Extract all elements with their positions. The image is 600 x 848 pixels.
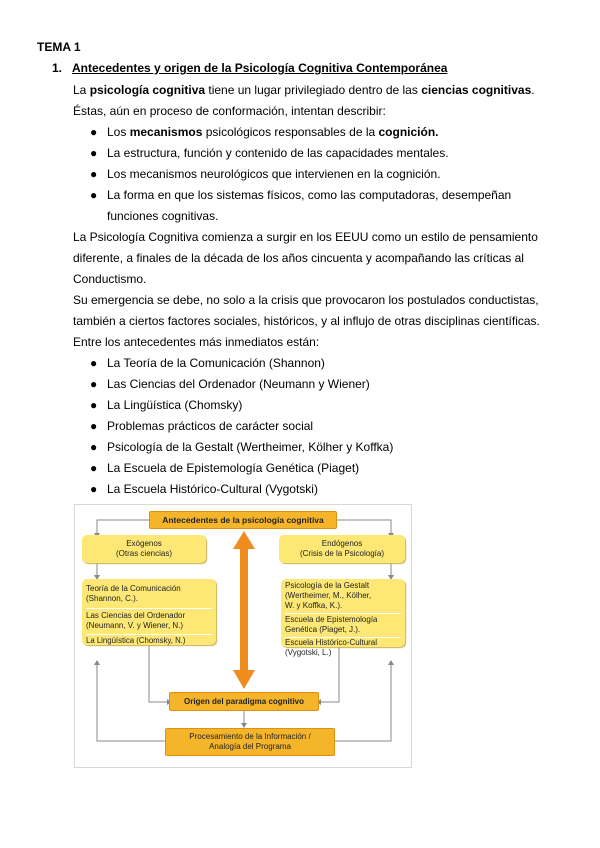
intro-line-2: Éstas, aún en proceso de conformación, intentan describir: <box>73 104 386 118</box>
exogenous-box: Exógenos (Otras ciencias) <box>82 535 206 563</box>
paragraph-line: también a ciertos factores sociales, históricos, y al influjo de otras disciplinas científicas. <box>73 314 540 328</box>
arrowhead <box>94 660 100 665</box>
endogenous-box: Endógenos (Crisis de la Psicología) <box>279 535 405 563</box>
antecedents-box: Antecedentes de la psicología cognitiva <box>149 511 337 529</box>
bullet-icon: ● <box>90 167 98 181</box>
list-entry: Escuela Histórico-Cultural (Vygotski, L.) <box>285 638 378 657</box>
bullet-icon: ● <box>90 125 98 139</box>
bullet-icon: ● <box>90 482 98 496</box>
bullet-icon: ● <box>90 461 98 475</box>
origin-box: Origen del paradigma cognitivo <box>169 692 319 711</box>
divider <box>86 634 212 635</box>
connector-line <box>97 520 149 535</box>
intro-line-1: La psicología cognitiva tiene un lugar privilegiado dentro de las ciencias cognitivas. <box>73 83 535 97</box>
section-title: Antecedentes y origen de la Psicología Cognitiva Contemporánea <box>72 61 448 75</box>
bullet-icon: ● <box>90 398 98 412</box>
list-entry: Teoría de la Comunicación (Shannon, C.). <box>86 584 181 603</box>
document-page: TEMA 1 1. Antecedentes y origen de la Psicología Cognitiva Contemporánea La psicología cognitiva tiene un lugar privilegiado dentro de las ciencias cognitivas. Éstas, aún en proceso de conformación, intentan describir: ● Los mecanismos psicológicos responsables de la cognición. ● La estructura, función y contenido de las capacidades mentales. ● Los mecanismos neurológicos que intervienen en la cognición. ● La forma en que los sistemas físicos, como las computadoras, desempeñan funciones cognitivas. La Psicología Cognitiva comienza a surgir en los EEUU como un estilo de pensamiento diferente, a finales de la década de los años cincuenta y acompañando las críticas al Conductismo. Su emergencia se debe, no solo a la crisis que provocaron los postulados conductistas, también a ciertos factores sociales, históricos, y al influjo de otras disciplinas científicas. Entre los antecedentes más inmediatos están: ● La Teoría de la Comunicación (Shannon) ● Las Ciencias del Ordenador (Neumann y Wiener) ● La Lingüística (Chomsky) ● Problemas prácticos de carácter social ● Psicología de la Gestalt (Wertheimer, Kölher y Koffka) ● La Escuela de Epistemología Genética (Piaget) ● La Escuela Histórico-Cultural (Vygotski) Antecedentes de la psicología cognitiva Exógenos (Otras ciencias) Endógenos (Crisis de la Psicología) Teoría de la Comunicación (Shannon, C.). Las Ciencias del Ordenador (Neumann, V. y Wiener, N.) La Lingüística (Chomsky, N.) Psicología de la Gestalt (Wertheimer, M., Kölher, W. y Koffka, K.). Escuela de Epistemología Genética (Piaget, J.). Escuela Histórico-Cultural (Vygotski, L.) Origen del paradigma cognitivo Procesamiento de la Información / Analogía del Programa <box>0 0 600 848</box>
connector-line <box>335 663 391 741</box>
paragraph-line: La Psicología Cognitiva comienza a surgir en los EEUU como un estilo de pensamiento <box>73 230 538 244</box>
double-arrow-icon <box>233 531 255 689</box>
bullet-icon: ● <box>90 188 98 202</box>
section-heading <box>52 61 447 75</box>
list-entry: Escuela de Epistemología Genética (Piaget, J.). <box>285 615 378 634</box>
paragraph-line: Conductismo. <box>73 272 147 286</box>
bullet-icon: ● <box>90 146 98 160</box>
bullet-icon: ● <box>90 356 98 370</box>
bullet-icon: ● <box>90 419 98 433</box>
paragraph-line: Su emergencia se debe, no solo a la crisis que provocaron los postulados conductistas, <box>73 293 539 307</box>
list-entry: Las Ciencias del Ordenador (Neumann, V. y Wiener, N.) <box>86 611 186 630</box>
concept-diagram <box>74 504 412 768</box>
list-item-continuation: funciones cognitivas. <box>107 209 219 223</box>
topic-label: TEMA 1 <box>37 40 81 54</box>
list-entry: Psicología de la Gestalt (Wertheimer, M., Kölher, W. y Koffka, K.). <box>285 581 372 610</box>
exogenous-list-box <box>82 579 216 645</box>
list-entry: La Lingüística (Chomsky, N.) <box>86 636 186 645</box>
divider <box>285 613 401 614</box>
section-number: 1. <box>52 61 63 75</box>
paragraph-line: diferente, a finales de la década de los años cincuenta y acompañando las críticas al <box>73 251 524 265</box>
information-processing-box: Procesamiento de la Información / Analogía del Programa <box>165 728 335 756</box>
bullet-icon: ● <box>90 377 98 391</box>
connector-line <box>149 645 169 702</box>
connector-line <box>337 520 391 535</box>
arrowhead <box>388 660 394 665</box>
paragraph-line: Entre los antecedentes más inmediatos están: <box>73 335 320 349</box>
divider <box>86 608 212 609</box>
endogenous-list-box <box>281 579 405 657</box>
bullet-icon: ● <box>90 440 98 454</box>
